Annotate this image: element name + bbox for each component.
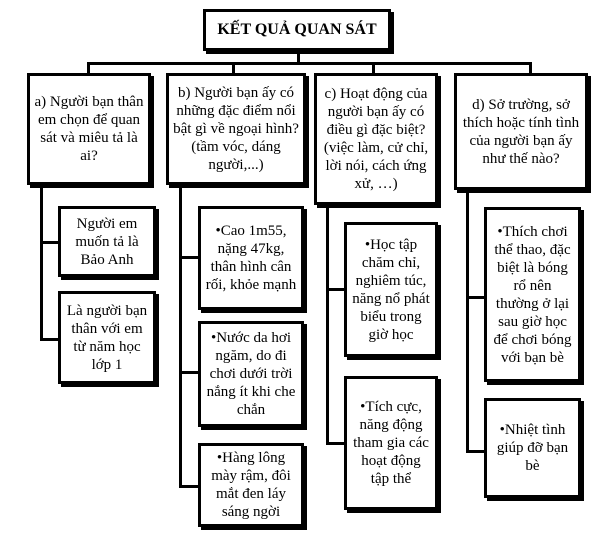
connector-col-b-branch-2 [179, 371, 198, 374]
answer-d2-text: •Nhiệt tình giúp đỡ bạn bè [496, 422, 569, 474]
connector-top-bus [87, 62, 532, 65]
answer-b1-text: •Cao 1m55, nặng 47kg, thân hình cân rối, khỏe mạnh [205, 223, 297, 293]
question-b-box [166, 73, 306, 185]
answer-c2-box [344, 376, 438, 510]
connector-col-c-branch-2 [326, 442, 344, 445]
question-c-box [314, 73, 438, 205]
answer-a1-box [58, 206, 156, 277]
answer-c1-text: •Học tập chăm chỉ, nghiêm túc, năng nổ phát biểu trong giờ học [352, 236, 430, 343]
title-box [203, 9, 391, 51]
answer-b2-text: •Nước da hơi ngăm, do đi chơi dưới trời nắng ít khi che chắn [206, 330, 296, 418]
answer-c2-text: •Tích cực, năng động tham gia các hoạt động tập thể [353, 399, 429, 487]
answer-b2-box [198, 321, 304, 427]
connector-col-d-branch-2 [466, 450, 484, 453]
question-d-box [454, 73, 588, 190]
question-d-text: d) Sở trường, sở thích hoặc tính tình của người bạn ấy như thế nào? [462, 96, 580, 167]
question-a-box [27, 73, 151, 185]
connector-col-c-branch-1 [326, 288, 344, 291]
connector-col-a-branch-2 [40, 338, 59, 341]
connector-col-c-stem [326, 205, 329, 445]
answer-c1-box [344, 222, 438, 357]
answer-b3-text: •Hàng lông mày rậm, đôi mắt đen láy sáng ngời [211, 450, 291, 520]
connector-col-d-branch-1 [466, 296, 484, 299]
answer-b3-box [198, 443, 304, 527]
connector-col-a-branch-1 [40, 241, 59, 244]
connector-col-a-stem [40, 185, 43, 340]
answer-d1-box [484, 207, 581, 382]
question-b-text: b) Người bạn ấy có những đặc điểm nổi bật gì về ngoại hình? (tầm vóc, dáng người,...) [173, 85, 299, 173]
answer-d1-text: •Thích chơi thể thao, đặc biệt là bóng rổ nên thường ở lại sau giờ học để chơi bóng với bạn bè [493, 223, 572, 366]
answer-a2-box [58, 291, 156, 384]
answer-a2-text: Là người bạn thân với em từ năm học lớp 1 [66, 302, 148, 373]
connector-col-b-stem [179, 185, 182, 487]
answer-b1-box [198, 206, 304, 310]
question-c-text: c) Hoạt động của người bạn ấy có điều gì đặc biệt? (việc làm, cử chỉ, lời nói, cách ứng xử, …) [323, 86, 429, 192]
connector-col-b-branch-1 [179, 256, 198, 259]
connector-col-d-stem [466, 190, 469, 452]
diagram-title: KẾT QUẢ QUAN SÁT [217, 21, 377, 38]
answer-a1-text: Người em muốn tả là Bảo Anh [75, 215, 139, 268]
connector-col-b-branch-3 [179, 485, 198, 488]
answer-d2-box [484, 398, 581, 498]
question-a-text: a) Người bạn thân em chọn để quan sát và miêu tả là ai? [34, 94, 144, 164]
